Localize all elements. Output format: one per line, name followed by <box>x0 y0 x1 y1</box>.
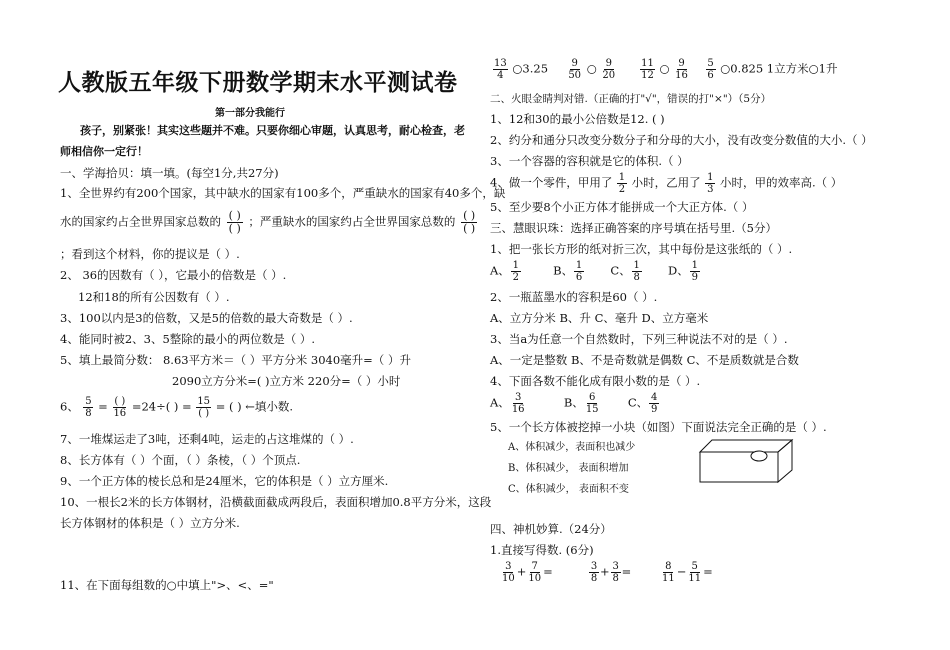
judge-5: 5、至少要8个小正方体才能拼成一个大正方体.（ ） <box>490 200 754 214</box>
answer-blank-fraction[interactable]: $\frac{( )}{( )}$ <box>228 209 241 235</box>
compare-1-text[interactable]: ○3.25 <box>512 61 549 76</box>
question-9: 9、一个正方体的棱长总和是24厘米，它的体积是（ ）立方厘米. <box>60 474 389 488</box>
fraction-1-2: $\frac{1}{2}$ <box>618 172 626 195</box>
option-a-label: A、 <box>490 395 510 410</box>
choice-2-options[interactable]: A、立方分米 B、升 C、毫升 D、立方毫米 <box>490 311 709 325</box>
fraction-4-9-option[interactable]: $\frac{4}{9}$ <box>650 392 658 415</box>
calc-item-2[interactable] <box>588 561 631 584</box>
choice-5-option-a[interactable]: A、体积减少，表面积也减少 <box>508 442 636 453</box>
fraction-3-8: $\frac{3}{8}$ <box>590 561 598 584</box>
option-d-label: D、 <box>668 263 689 278</box>
compare-2-circle[interactable]: ○ <box>586 61 597 76</box>
plus-sign: + <box>516 564 527 579</box>
choice-1: 1、把一张长方形的纸对折三次，其中每份是这张纸的（ ）. <box>490 242 793 256</box>
judge-4 <box>490 172 842 195</box>
question-10-line-1: 10、一根长2米的长方体钢材，沿横截面截成两段后，表面积增加0.8平方分米，这段 <box>60 495 492 509</box>
question-1-text-b: ；严重缺水的国家约占全世界国家总数的 <box>248 214 456 229</box>
judge-3: 3、一个容器的容积就是它的体积.（ ） <box>490 154 689 168</box>
fraction-blank-16[interactable]: $\frac{( )}{16}$ <box>113 396 127 419</box>
judge-4-text-c: 小时，甲的效率高.（ ） <box>719 175 843 190</box>
question-4: 4、能同时被2、3、5整除的最小的两位数是（ ）. <box>60 332 316 346</box>
equals-sign: = <box>543 564 553 579</box>
fraction-3-8-b: $\frac{3}{8}$ <box>612 561 619 584</box>
choice-4: 4、下面各数不能化成有限小数的是（ ）. <box>490 374 701 388</box>
fraction-9-50: $\frac{9}{50}$ <box>568 58 582 81</box>
answer-blank-fraction[interactable]: $\frac{( )}{( )}$ <box>463 209 476 235</box>
minus-sign: − <box>676 564 687 579</box>
fraction-5-8: $\frac{5}{8}$ <box>85 396 92 419</box>
intro-line-2: 师相信你一定行！ <box>60 145 148 158</box>
choice-5: 5、一个长方体被挖掉一小块（如图）下面说法完全正确的是（ ）. <box>490 420 827 434</box>
compare-3-circle[interactable]: ○ <box>659 61 670 76</box>
part-title: 第一部分我能行 <box>215 108 285 119</box>
compare-4-text[interactable]: ○0.825 1立方米○1升 <box>720 61 838 76</box>
judge-1: 1、12和30的最小公倍数是12. ( ) <box>490 112 665 126</box>
hole-shape <box>751 451 767 461</box>
page-title: 人教版五年级下册数学期末水平测试卷 <box>58 70 458 96</box>
cuboid-figure <box>698 438 798 484</box>
fraction-8-11: $\frac{8}{11}$ <box>662 561 675 584</box>
option-c-label: C、 <box>610 263 631 278</box>
question-1-text-a: 水的国家约占全世界国家总数的 <box>60 214 221 229</box>
calc-item-3[interactable] <box>660 561 713 584</box>
choice-5-option-c[interactable]: C、体积减少， 表面积不变 <box>508 484 629 495</box>
question-6-number: 6、 <box>60 399 79 414</box>
question-11: 11、在下面每组数的○中填上">、<、=" <box>60 578 274 592</box>
fraction-15-blank[interactable]: $\frac{15}{( )}$ <box>197 396 211 419</box>
intro-line-1: 孩子，别紧张！其实这些题并不难。只要你细心审题，认真思考，耐心检查，老 <box>80 124 465 137</box>
question-6-text-c: = ( ) ←填小数. <box>215 399 294 414</box>
choice-3-options[interactable]: A、一定是整数 B、不是奇数就是偶数 C、不是质数就是合数 <box>490 353 799 367</box>
fraction-1-9-option[interactable]: $\frac{1}{9}$ <box>691 260 698 283</box>
question-2-line-2: 12和18的所有公因数有（ ）. <box>78 290 230 304</box>
fraction-1-8-option[interactable]: $\frac{1}{8}$ <box>633 260 640 283</box>
fraction-7-10: $\frac{7}{10}$ <box>528 561 542 584</box>
judge-2: 2、约分和通分只改变分数分子和分母的大小，没有改变分数值的大小.（ ） <box>490 133 873 147</box>
fraction-9-20: $\frac{9}{20}$ <box>602 58 616 81</box>
judge-4-text-a: 4、做一个零件，甲用了 <box>490 175 613 190</box>
question-1-line-1: 1、全世界约有200个国家，其中缺水的国家有100多个，严重缺水的国家有40多个，缺 <box>60 186 506 200</box>
calc-heading: 1.直接写得数. (6分) <box>490 543 594 557</box>
fraction-1-6-option[interactable]: $\frac{1}{6}$ <box>575 260 583 283</box>
question-6-text-b: =24÷( ) = <box>131 399 192 414</box>
section-3-heading: 三、慧眼识珠：选择正确答案的序号填在括号里.（5分） <box>490 221 777 235</box>
fraction-1-2-option[interactable]: $\frac{1}{2}$ <box>512 260 519 283</box>
question-6: 6、 $\frac{5}{8}$ = $\frac{( )}{16}$ =24÷( ) = $\frac{15}{( )}$ = ( ) ←填小数. <box>60 396 294 419</box>
question-5-line-2: 2090立方分米=( )立方米 220分=（ ）小时 <box>172 374 401 388</box>
question-5-line-1: 5、填上最简分数： 8.63平方米＝（ ）平方分米 3040毫升=（ ）升 <box>60 353 411 367</box>
fraction-11-12: $\frac{11}{12}$ <box>641 58 654 81</box>
choice-4-options <box>490 392 660 415</box>
fraction-6-15-option[interactable]: $\frac{6}{15}$ <box>585 392 599 415</box>
calc-item-1[interactable] <box>500 561 553 584</box>
option-b-label: B、 <box>553 263 574 278</box>
compare-row <box>492 58 837 81</box>
question-7: 7、一堆煤运走了3吨，还剩4吨，运走的占这堆煤的（ ）. <box>60 432 354 446</box>
fraction-9-16: $\frac{9}{16}$ <box>675 58 688 81</box>
equals-sign: = <box>621 564 632 579</box>
fraction-5-11: $\frac{5}{11}$ <box>688 561 702 584</box>
question-1-line-2 <box>60 210 479 235</box>
choice-5-option-b[interactable]: B、体积减少， 表面积增加 <box>508 463 629 474</box>
question-1-line-3: ；看到这个材料，你的提议是（ ）. <box>60 247 240 261</box>
judge-4-text-b: 小时，乙用了 <box>631 175 701 190</box>
choice-2: 2、一瓶蓝墨水的容积是60（ ）. <box>490 290 658 304</box>
section-1-heading: 一、学海拾贝：填一填。(每空1分,共27分) <box>60 166 279 180</box>
choice-1-options <box>490 260 701 283</box>
plus-sign: + <box>600 564 610 579</box>
fraction-3-10: $\frac{3}{10}$ <box>502 561 515 584</box>
section-4-heading: 四、神机妙算.（24分） <box>490 522 612 536</box>
section-2-heading: 二、火眼金睛判对错.（正确的打"√"，错误的打"×"）（5分） <box>490 93 772 105</box>
equals-sign: = <box>703 564 713 579</box>
option-a-label: A、 <box>490 263 510 278</box>
fraction-5-6: $\frac{5}{6}$ <box>707 58 714 81</box>
fraction-1-3: $\frac{1}{3}$ <box>707 172 714 195</box>
fraction-13-4: $\frac{13}{4}$ <box>494 58 507 81</box>
question-10-line-2: 长方体钢材的体积是（ ）立方分米. <box>60 516 240 530</box>
question-2-line-1: 2、 36的因数有（ ），它最小的倍数是（ ）. <box>60 268 287 282</box>
option-b-label: B、 <box>563 395 584 410</box>
question-3: 3、100以内是3的倍数，又是5的倍数的最大奇数是（ ）. <box>60 311 353 325</box>
question-8: 8、长方体有（ ）个面，（ ）条棱，（ ）个顶点. <box>60 453 301 467</box>
choice-3: 3、当a为任意一个自然数时，下列三种说法不对的是（ ）. <box>490 332 788 346</box>
fraction-3-16-option[interactable]: $\frac{3}{16}$ <box>511 392 525 415</box>
option-c-label: C、 <box>627 395 649 410</box>
